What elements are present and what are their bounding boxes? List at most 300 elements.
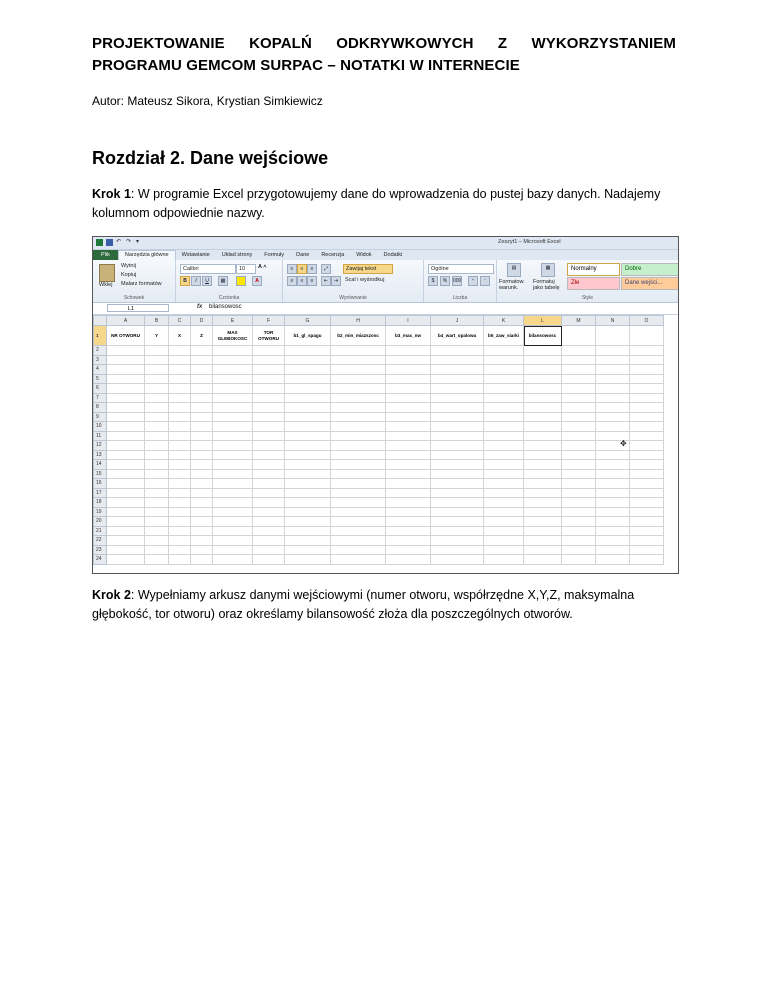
cell-h16[interactable] [331, 479, 386, 489]
cell-k5[interactable] [484, 374, 524, 384]
row-header[interactable]: 11 [94, 431, 107, 441]
cell-j17[interactable] [431, 488, 484, 498]
cell-a20[interactable] [107, 517, 145, 527]
format-as-table-button[interactable]: Formatuj jako tabelę [533, 279, 560, 291]
row-header[interactable]: 19 [94, 507, 107, 517]
cell-c13[interactable] [169, 450, 191, 460]
cell-l2[interactable] [524, 346, 562, 356]
cell-g23[interactable] [285, 545, 331, 555]
cell-f3[interactable] [253, 355, 285, 365]
cell-o5[interactable] [630, 374, 664, 384]
cell-f12[interactable] [253, 441, 285, 451]
cell-j23[interactable] [431, 545, 484, 555]
cell-a4[interactable] [107, 365, 145, 375]
cell-c10[interactable] [169, 422, 191, 432]
cell-m15[interactable] [562, 469, 596, 479]
row-header[interactable]: 18 [94, 498, 107, 508]
row-header[interactable]: 17 [94, 488, 107, 498]
cell-g9[interactable] [285, 412, 331, 422]
cell-h13[interactable] [331, 450, 386, 460]
row-header[interactable]: 6 [94, 384, 107, 394]
cell-o23[interactable] [630, 545, 664, 555]
cell-j2[interactable] [431, 346, 484, 356]
cell-a2[interactable] [107, 346, 145, 356]
cell-j12[interactable] [431, 441, 484, 451]
style-bad[interactable]: Złe [567, 277, 620, 290]
cell-i6[interactable] [386, 384, 431, 394]
cell-o7[interactable] [630, 393, 664, 403]
cell-a1[interactable]: NR OTWORU [107, 326, 145, 346]
cell-i14[interactable] [386, 460, 431, 470]
font-size-select[interactable]: 10 [236, 264, 256, 274]
cell-g2[interactable] [285, 346, 331, 356]
cell-g8[interactable] [285, 403, 331, 413]
cell-e20[interactable] [213, 517, 253, 527]
cell-m2[interactable] [562, 346, 596, 356]
cell-n4[interactable] [596, 365, 630, 375]
cell-c11[interactable] [169, 431, 191, 441]
cell-f5[interactable] [253, 374, 285, 384]
cell-l19[interactable] [524, 507, 562, 517]
cell-d5[interactable] [191, 374, 213, 384]
cell-i17[interactable] [386, 488, 431, 498]
align-bottom-icon[interactable]: ≡ [307, 264, 317, 274]
cell-k9[interactable] [484, 412, 524, 422]
row-header[interactable]: 3 [94, 355, 107, 365]
cell-b2[interactable] [145, 346, 169, 356]
cell-f18[interactable] [253, 498, 285, 508]
paste-icon[interactable] [99, 264, 115, 282]
cell-b17[interactable] [145, 488, 169, 498]
format-as-table-icon[interactable]: ▦ [541, 263, 555, 277]
cell-j5[interactable] [431, 374, 484, 384]
cell-g10[interactable] [285, 422, 331, 432]
cell-k21[interactable] [484, 526, 524, 536]
column-header-f[interactable]: F [253, 316, 285, 326]
grow-font-icon[interactable]: A ˄ [258, 264, 267, 270]
cell-e1[interactable]: MAX GLEBOKOSC [213, 326, 253, 346]
cell-l6[interactable] [524, 384, 562, 394]
cell-m16[interactable] [562, 479, 596, 489]
cell-m19[interactable] [562, 507, 596, 517]
cell-e24[interactable] [213, 555, 253, 565]
undo-icon[interactable]: ↶ [116, 239, 122, 245]
cell-m8[interactable] [562, 403, 596, 413]
cell-h4[interactable] [331, 365, 386, 375]
cell-o13[interactable] [630, 450, 664, 460]
cell-c1[interactable]: X [169, 326, 191, 346]
align-middle-icon[interactable]: ≡ [297, 264, 307, 274]
align-center-icon[interactable]: ≡ [297, 276, 307, 286]
cell-l15[interactable] [524, 469, 562, 479]
redo-icon[interactable]: ↷ [126, 239, 132, 245]
cell-a14[interactable] [107, 460, 145, 470]
cell-c2[interactable] [169, 346, 191, 356]
cell-b8[interactable] [145, 403, 169, 413]
cell-n24[interactable] [596, 555, 630, 565]
column-header-a[interactable]: A [107, 316, 145, 326]
cell-n3[interactable] [596, 355, 630, 365]
cell-b22[interactable] [145, 536, 169, 546]
column-header-b[interactable]: B [145, 316, 169, 326]
cell-c24[interactable] [169, 555, 191, 565]
cell-d14[interactable] [191, 460, 213, 470]
cell-o9[interactable] [630, 412, 664, 422]
row-header[interactable]: 10 [94, 422, 107, 432]
cell-i16[interactable] [386, 479, 431, 489]
cell-o24[interactable] [630, 555, 664, 565]
cell-h5[interactable] [331, 374, 386, 384]
cell-b4[interactable] [145, 365, 169, 375]
cell-n19[interactable] [596, 507, 630, 517]
cell-j7[interactable] [431, 393, 484, 403]
cell-c9[interactable] [169, 412, 191, 422]
thousands-icon[interactable]: 000 [453, 278, 462, 284]
cell-h18[interactable] [331, 498, 386, 508]
cell-l21[interactable] [524, 526, 562, 536]
cell-i23[interactable] [386, 545, 431, 555]
cell-i22[interactable] [386, 536, 431, 546]
cell-k8[interactable] [484, 403, 524, 413]
cell-h8[interactable] [331, 403, 386, 413]
cell-d16[interactable] [191, 479, 213, 489]
cell-n2[interactable] [596, 346, 630, 356]
cell-i15[interactable] [386, 469, 431, 479]
cell-h14[interactable] [331, 460, 386, 470]
cell-d11[interactable] [191, 431, 213, 441]
column-header-h[interactable]: H [331, 316, 386, 326]
cell-g7[interactable] [285, 393, 331, 403]
cell-b10[interactable] [145, 422, 169, 432]
cell-k13[interactable] [484, 450, 524, 460]
cell-f4[interactable] [253, 365, 285, 375]
cell-j6[interactable] [431, 384, 484, 394]
cell-i4[interactable] [386, 365, 431, 375]
cell-e2[interactable] [213, 346, 253, 356]
cell-g6[interactable] [285, 384, 331, 394]
row-header[interactable]: 8 [94, 403, 107, 413]
cell-k2[interactable] [484, 346, 524, 356]
column-header-g[interactable]: G [285, 316, 331, 326]
cell-m1[interactable] [562, 326, 596, 346]
cell-n23[interactable] [596, 545, 630, 555]
cell-c16[interactable] [169, 479, 191, 489]
cell-c17[interactable] [169, 488, 191, 498]
cell-m7[interactable] [562, 393, 596, 403]
column-header-o[interactable]: O [630, 316, 664, 326]
cell-l14[interactable] [524, 460, 562, 470]
select-all-corner[interactable] [94, 316, 107, 326]
cell-h1[interactable]: b2_min_miazszosc [331, 326, 386, 346]
cell-c14[interactable] [169, 460, 191, 470]
cell-g4[interactable] [285, 365, 331, 375]
cell-o19[interactable] [630, 507, 664, 517]
cell-m22[interactable] [562, 536, 596, 546]
cell-g20[interactable] [285, 517, 331, 527]
cell-n7[interactable] [596, 393, 630, 403]
cell-e23[interactable] [213, 545, 253, 555]
cell-c18[interactable] [169, 498, 191, 508]
cell-m13[interactable] [562, 450, 596, 460]
cell-b12[interactable] [145, 441, 169, 451]
cell-i3[interactable] [386, 355, 431, 365]
cell-g12[interactable] [285, 441, 331, 451]
cell-l22[interactable] [524, 536, 562, 546]
currency-icon[interactable]: $ [428, 276, 438, 286]
cell-o6[interactable] [630, 384, 664, 394]
cell-d6[interactable] [191, 384, 213, 394]
cell-h9[interactable] [331, 412, 386, 422]
cell-o18[interactable] [630, 498, 664, 508]
cell-b7[interactable] [145, 393, 169, 403]
cell-o4[interactable] [630, 365, 664, 375]
cell-a15[interactable] [107, 469, 145, 479]
cell-e21[interactable] [213, 526, 253, 536]
row-header[interactable]: 23 [94, 545, 107, 555]
paste-label[interactable]: Wklej [99, 282, 113, 288]
cell-a12[interactable] [107, 441, 145, 451]
cell-l20[interactable] [524, 517, 562, 527]
cell-e22[interactable] [213, 536, 253, 546]
cell-a13[interactable] [107, 450, 145, 460]
row-header[interactable]: 22 [94, 536, 107, 546]
cell-j14[interactable] [431, 460, 484, 470]
column-header-m[interactable]: M [562, 316, 596, 326]
cell-o10[interactable] [630, 422, 664, 432]
cell-n17[interactable] [596, 488, 630, 498]
cell-k19[interactable] [484, 507, 524, 517]
cell-o20[interactable] [630, 517, 664, 527]
cell-i24[interactable] [386, 555, 431, 565]
cell-m23[interactable] [562, 545, 596, 555]
cell-c20[interactable] [169, 517, 191, 527]
number-format-select[interactable]: Ogólne [428, 264, 494, 274]
cell-e18[interactable] [213, 498, 253, 508]
cell-h2[interactable] [331, 346, 386, 356]
cell-d20[interactable] [191, 517, 213, 527]
cell-k14[interactable] [484, 460, 524, 470]
cell-a3[interactable] [107, 355, 145, 365]
cell-a7[interactable] [107, 393, 145, 403]
cell-a11[interactable] [107, 431, 145, 441]
tab-formulas[interactable]: Formuły [264, 252, 285, 258]
cell-b1[interactable]: Y [145, 326, 169, 346]
cell-e6[interactable] [213, 384, 253, 394]
cell-j3[interactable] [431, 355, 484, 365]
decrease-decimal-icon[interactable]: ⁻ [480, 276, 490, 286]
column-header-l[interactable]: L [524, 316, 562, 326]
column-header-c[interactable]: C [169, 316, 191, 326]
cell-i12[interactable] [386, 441, 431, 451]
row-header[interactable]: 24 [94, 555, 107, 565]
cell-k1[interactable]: b5_zaw_siarki [484, 326, 524, 346]
font-color-icon[interactable]: A [252, 276, 262, 286]
cell-o21[interactable] [630, 526, 664, 536]
cell-j18[interactable] [431, 498, 484, 508]
column-header-d[interactable]: D [191, 316, 213, 326]
cell-h19[interactable] [331, 507, 386, 517]
cell-n13[interactable] [596, 450, 630, 460]
formula-input[interactable]: bilansowosc [209, 304, 242, 310]
row-header[interactable]: 5 [94, 374, 107, 384]
tab-review[interactable]: Recenzja [321, 252, 345, 258]
cell-n20[interactable] [596, 517, 630, 527]
style-normal[interactable]: Normalny [567, 263, 620, 276]
cell-h12[interactable] [331, 441, 386, 451]
tab-insert[interactable]: Wstawianie [181, 252, 210, 258]
cell-d22[interactable] [191, 536, 213, 546]
tab-addins[interactable]: Dodatki [383, 252, 403, 258]
cell-i21[interactable] [386, 526, 431, 536]
cell-j19[interactable] [431, 507, 484, 517]
row-header[interactable]: 13 [94, 450, 107, 460]
cell-d1[interactable]: Z [191, 326, 213, 346]
cell-f17[interactable] [253, 488, 285, 498]
cell-d17[interactable] [191, 488, 213, 498]
cell-e3[interactable] [213, 355, 253, 365]
cell-g3[interactable] [285, 355, 331, 365]
cell-h11[interactable] [331, 431, 386, 441]
cell-j9[interactable] [431, 412, 484, 422]
cell-k15[interactable] [484, 469, 524, 479]
cell-g16[interactable] [285, 479, 331, 489]
cell-b24[interactable] [145, 555, 169, 565]
cell-m10[interactable] [562, 422, 596, 432]
cell-g14[interactable] [285, 460, 331, 470]
cell-j4[interactable] [431, 365, 484, 375]
increase-decimal-icon[interactable]: ⁺ [468, 276, 478, 286]
cell-n15[interactable] [596, 469, 630, 479]
cell-e12[interactable] [213, 441, 253, 451]
cell-l9[interactable] [524, 412, 562, 422]
cell-n18[interactable] [596, 498, 630, 508]
column-header-k[interactable]: K [484, 316, 524, 326]
copy-button[interactable]: Kopiuj [121, 272, 137, 278]
cell-b14[interactable] [145, 460, 169, 470]
column-header-e[interactable]: E [213, 316, 253, 326]
cell-k18[interactable] [484, 498, 524, 508]
cell-g18[interactable] [285, 498, 331, 508]
cell-k16[interactable] [484, 479, 524, 489]
cell-b9[interactable] [145, 412, 169, 422]
decrease-indent-icon[interactable]: ⇤ [321, 276, 331, 286]
cell-l5[interactable] [524, 374, 562, 384]
cell-b11[interactable] [145, 431, 169, 441]
column-header-n[interactable]: N [596, 316, 630, 326]
cell-h3[interactable] [331, 355, 386, 365]
align-top-icon[interactable]: ≡ [287, 264, 297, 274]
cell-a5[interactable] [107, 374, 145, 384]
cell-m20[interactable] [562, 517, 596, 527]
cell-l13[interactable] [524, 450, 562, 460]
cell-l4[interactable] [524, 365, 562, 375]
cell-l10[interactable] [524, 422, 562, 432]
cell-c7[interactable] [169, 393, 191, 403]
cell-e4[interactable] [213, 365, 253, 375]
cell-j11[interactable] [431, 431, 484, 441]
row-header[interactable]: 14 [94, 460, 107, 470]
cell-f15[interactable] [253, 469, 285, 479]
cell-l11[interactable] [524, 431, 562, 441]
cell-m4[interactable] [562, 365, 596, 375]
fill-color-icon[interactable] [236, 276, 246, 286]
percent-icon[interactable]: % [440, 276, 450, 286]
cell-d18[interactable] [191, 498, 213, 508]
cell-o12[interactable] [630, 441, 664, 451]
cell-e15[interactable] [213, 469, 253, 479]
tab-view[interactable]: Widok [356, 252, 372, 258]
cell-o11[interactable] [630, 431, 664, 441]
cell-a17[interactable] [107, 488, 145, 498]
cell-k6[interactable] [484, 384, 524, 394]
cell-m9[interactable] [562, 412, 596, 422]
cell-e14[interactable] [213, 460, 253, 470]
cell-k4[interactable] [484, 365, 524, 375]
cell-o3[interactable] [630, 355, 664, 365]
tab-data[interactable]: Dane [296, 252, 310, 258]
cell-h20[interactable] [331, 517, 386, 527]
cell-a22[interactable] [107, 536, 145, 546]
cell-n16[interactable] [596, 479, 630, 489]
cell-m11[interactable] [562, 431, 596, 441]
row-header[interactable]: 16 [94, 479, 107, 489]
cell-h21[interactable] [331, 526, 386, 536]
orientation-icon[interactable]: ⤢ [321, 264, 331, 274]
cell-c22[interactable] [169, 536, 191, 546]
cell-b18[interactable] [145, 498, 169, 508]
cell-e10[interactable] [213, 422, 253, 432]
cell-h22[interactable] [331, 536, 386, 546]
increase-indent-icon[interactable]: ⇥ [331, 276, 341, 286]
cell-d2[interactable] [191, 346, 213, 356]
cell-n21[interactable] [596, 526, 630, 536]
cell-a8[interactable] [107, 403, 145, 413]
cell-o15[interactable] [630, 469, 664, 479]
cell-c6[interactable] [169, 384, 191, 394]
cell-k10[interactable] [484, 422, 524, 432]
cell-g17[interactable] [285, 488, 331, 498]
cell-i11[interactable] [386, 431, 431, 441]
cell-a23[interactable] [107, 545, 145, 555]
cell-f9[interactable] [253, 412, 285, 422]
style-input[interactable]: Dane wejści... [621, 277, 679, 290]
cell-k12[interactable] [484, 441, 524, 451]
conditional-format-button[interactable]: Formatow. warunk. [499, 279, 525, 291]
cell-h6[interactable] [331, 384, 386, 394]
cell-l17[interactable] [524, 488, 562, 498]
cell-b20[interactable] [145, 517, 169, 527]
cell-d15[interactable] [191, 469, 213, 479]
row-header[interactable]: 7 [94, 393, 107, 403]
borders-icon[interactable]: ▦ [218, 276, 228, 286]
cell-k17[interactable] [484, 488, 524, 498]
cell-n5[interactable] [596, 374, 630, 384]
cell-f1[interactable]: TOR OTWORU [253, 326, 285, 346]
cell-f21[interactable] [253, 526, 285, 536]
cell-i2[interactable] [386, 346, 431, 356]
cell-g22[interactable] [285, 536, 331, 546]
cut-button[interactable]: Wytnij [121, 263, 136, 269]
style-good[interactable]: Dobre [621, 263, 679, 276]
align-left-icon[interactable]: ≡ [287, 276, 297, 286]
cell-d19[interactable] [191, 507, 213, 517]
cell-m17[interactable] [562, 488, 596, 498]
column-header-i[interactable]: I [386, 316, 431, 326]
cell-e16[interactable] [213, 479, 253, 489]
cell-i13[interactable] [386, 450, 431, 460]
cell-o2[interactable] [630, 346, 664, 356]
tab-home[interactable]: Narzędzia główne [118, 250, 176, 260]
